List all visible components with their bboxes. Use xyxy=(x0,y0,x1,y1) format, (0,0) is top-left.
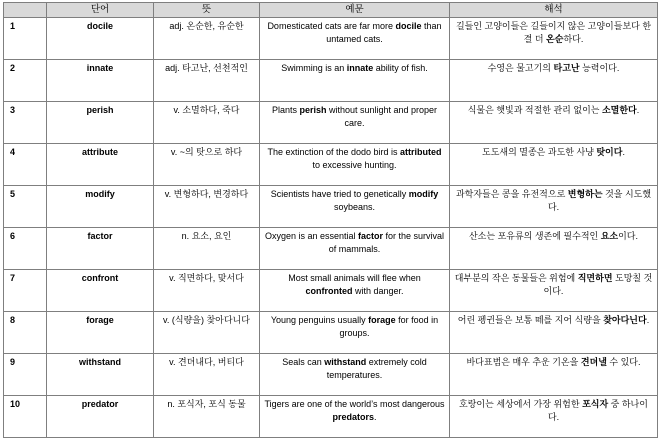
translation-text: . xyxy=(622,147,625,157)
header-word: 단어 xyxy=(47,3,154,18)
translation-text: 길들인 고양이들은 길들이지 않은 고양이들보다 한결 더 xyxy=(455,21,652,44)
translation-text: 이다. xyxy=(618,231,638,241)
example-sentence xyxy=(260,270,450,312)
sentence-text: than untamed cats. xyxy=(326,21,442,44)
translation-text: 하다. xyxy=(563,34,584,44)
highlighted-word: docile xyxy=(395,21,422,31)
word-meaning: v. ~의 탓으로 하다 xyxy=(154,144,260,186)
translation-text: 식물은 햇빛과 적절한 관리 없이는 xyxy=(467,105,602,115)
translation-text: 것을 시도했다. xyxy=(547,189,652,212)
korean-translation xyxy=(450,228,658,270)
row-number: 2 xyxy=(4,60,47,102)
row-number: 4 xyxy=(4,144,47,186)
example-sentence xyxy=(260,354,450,396)
vocabulary-table xyxy=(3,2,658,438)
translation-text: 능력이다. xyxy=(579,63,620,73)
word-meaning: v. 변형하다, 변경하다 xyxy=(154,186,260,228)
sentence-text: extremely cold temperatures. xyxy=(326,357,427,380)
korean-translation xyxy=(450,186,658,228)
highlighted-word: 탓이다 xyxy=(596,147,623,157)
korean-translation xyxy=(450,270,658,312)
sentence-text: Swimming is an xyxy=(281,63,347,73)
korean-translation xyxy=(450,396,658,438)
korean-translation xyxy=(450,312,658,354)
sentence-text: Most small animals will flee when xyxy=(288,273,421,283)
translation-text: 대부분의 작은 동물들은 위험에 xyxy=(454,273,578,283)
vocab-word: attribute xyxy=(47,144,154,186)
vocab-word: perish xyxy=(47,102,154,144)
word-meaning: v. 직면하다, 맞서다 xyxy=(154,270,260,312)
header-number xyxy=(4,3,47,18)
translation-text: 과학자들은 콩을 유전적으로 xyxy=(455,189,568,199)
sentence-text: The extinction of the dodo bird is xyxy=(267,147,401,157)
highlighted-word: withstand xyxy=(324,357,367,367)
translation-text: 수영은 물고기의 xyxy=(487,63,554,73)
table-row xyxy=(4,144,658,186)
highlighted-word: 찾아다닌다 xyxy=(603,315,647,325)
word-meaning: v. 소멸하다, 죽다 xyxy=(154,102,260,144)
table-row xyxy=(4,270,658,312)
row-number: 3 xyxy=(4,102,47,144)
example-sentence xyxy=(260,18,450,60)
translation-text: . xyxy=(646,315,650,325)
word-meaning: n. 포식자, 포식 동물 xyxy=(154,396,260,438)
vocab-word: modify xyxy=(47,186,154,228)
highlighted-word: forage xyxy=(368,315,396,325)
row-number: 7 xyxy=(4,270,47,312)
translation-text: 어린 펭귄들은 보통 떼를 지어 식량을 xyxy=(457,315,604,325)
sentence-text: Tigers are one of the world’s most dangerous xyxy=(264,399,445,409)
translation-text: 바다표범은 매우 추운 기온을 xyxy=(466,357,581,367)
korean-translation xyxy=(450,102,658,144)
row-number: 9 xyxy=(4,354,47,396)
highlighted-word: 변형하는 xyxy=(567,189,603,199)
translation-text: 수 있다. xyxy=(606,357,641,367)
table-row xyxy=(4,186,658,228)
header-example: 예문 xyxy=(260,3,450,18)
header-meaning: 뜻 xyxy=(154,3,260,18)
highlighted-word: 타고난 xyxy=(553,63,580,73)
word-meaning: n. 요소, 요인 xyxy=(154,228,260,270)
sentence-text: Plants xyxy=(271,105,300,115)
word-meaning: adj. 타고난, 선천적인 xyxy=(154,60,260,102)
translation-text: 중 하나이다. xyxy=(547,399,648,422)
translation-text: . xyxy=(636,105,640,115)
sentence-text: to excessive hunting. xyxy=(312,160,397,170)
row-number: 10 xyxy=(4,396,47,438)
highlighted-word: predators xyxy=(332,412,374,422)
sentence-text: soybeans. xyxy=(333,202,376,212)
sentence-text: Oxygen is an essential xyxy=(264,231,358,241)
row-number: 5 xyxy=(4,186,47,228)
vocab-word: innate xyxy=(47,60,154,102)
highlighted-word: factor xyxy=(358,231,384,241)
sentence-text: Scientists have tried to genetically xyxy=(270,189,409,199)
example-sentence xyxy=(260,60,450,102)
example-sentence xyxy=(260,186,450,228)
korean-translation xyxy=(450,60,658,102)
translation-text: 도도새의 멸종은 과도한 사냥 xyxy=(482,147,597,157)
table-row xyxy=(4,102,658,144)
sentence-text: Young penguins usually xyxy=(270,315,369,325)
korean-translation xyxy=(450,354,658,396)
header-translation: 해석 xyxy=(450,3,658,18)
vocab-word: predator xyxy=(47,396,154,438)
sentence-text: . xyxy=(374,412,377,422)
vocab-word: factor xyxy=(47,228,154,270)
row-number: 1 xyxy=(4,18,47,60)
translation-text: 산소는 포유류의 생존에 필수적인 xyxy=(468,231,601,241)
sentence-text: without sunlight and proper care. xyxy=(326,105,438,128)
example-sentence xyxy=(260,144,450,186)
sentence-text: ability of fish. xyxy=(373,63,428,73)
sentence-text: with danger. xyxy=(352,286,404,296)
translation-text: 도망칠 것이다. xyxy=(543,273,653,296)
table-row xyxy=(4,60,658,102)
highlighted-word: 온순 xyxy=(546,34,564,44)
vocab-word: confront xyxy=(47,270,154,312)
table-row xyxy=(4,354,658,396)
highlighted-word: 견뎌낼 xyxy=(580,357,607,367)
sentence-text: for the survival of mammals. xyxy=(328,231,445,254)
vocab-word: withstand xyxy=(47,354,154,396)
header-row xyxy=(4,3,658,18)
vocab-word: docile xyxy=(47,18,154,60)
word-meaning: v. (식량을) 찾아다니다 xyxy=(154,312,260,354)
word-meaning: adj. 온순한, 유순한 xyxy=(154,18,260,60)
table-row xyxy=(4,18,658,60)
row-number: 6 xyxy=(4,228,47,270)
vocab-word: forage xyxy=(47,312,154,354)
highlighted-word: 소멸한다 xyxy=(601,105,637,115)
example-sentence xyxy=(260,396,450,438)
sentence-text: Seals can xyxy=(282,357,325,367)
table-row xyxy=(4,396,658,438)
example-sentence xyxy=(260,102,450,144)
row-number: 8 xyxy=(4,312,47,354)
highlighted-word: confronted xyxy=(305,286,353,296)
korean-translation xyxy=(450,144,658,186)
highlighted-word: 직면하면 xyxy=(577,273,613,283)
example-sentence xyxy=(260,228,450,270)
highlighted-word: perish xyxy=(299,105,327,115)
highlighted-word: 요소 xyxy=(600,231,619,241)
highlighted-word: innate xyxy=(346,63,374,73)
korean-translation xyxy=(450,18,658,60)
table-row xyxy=(4,228,658,270)
sentence-text: for food in groups. xyxy=(339,315,439,338)
highlighted-word: modify xyxy=(408,189,439,199)
highlighted-word: attributed xyxy=(400,147,442,157)
translation-text: 호랑이는 세상에서 가장 위험한 xyxy=(459,399,583,409)
highlighted-word: 포식자 xyxy=(582,399,609,409)
word-meaning: v. 견뎌내다, 버티다 xyxy=(154,354,260,396)
table-row xyxy=(4,312,658,354)
example-sentence xyxy=(260,312,450,354)
sentence-text: Domesticated cats are far more xyxy=(267,21,396,31)
